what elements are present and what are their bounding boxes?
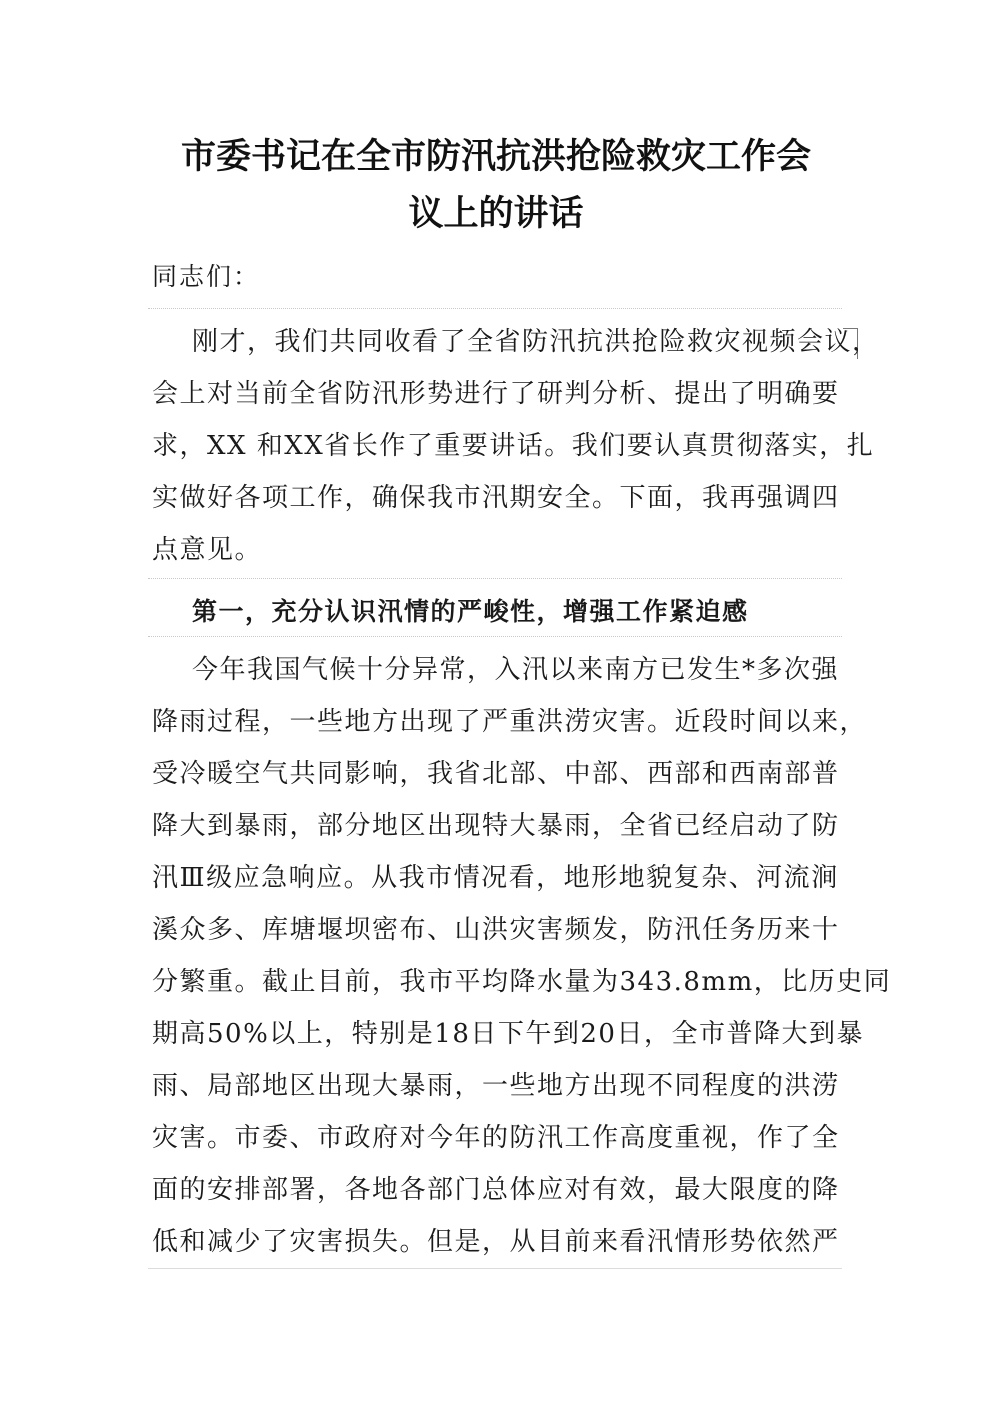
divider [148,636,842,637]
section-heading: 第一，充分认识汛情的严峻性，增强工作紧迫感 [192,597,749,626]
paragraph-line: 实做好各项工作，确保我市汛期安全。下面，我再强调四 [152,483,840,513]
paragraph-line: 今年我国气候十分异常，入汛以来南方已发生*多次强 [192,655,840,685]
paragraph-2 [152,644,892,1268]
paragraph-line: 汛Ⅲ级应急响应。从我市情况看，地形地貌复杂、河流涧 [152,863,839,893]
divider [148,578,842,579]
paragraph-1 [152,316,880,576]
paragraph-line: 降大到暴雨，部分地区出现特大暴雨，全省已经启动了防 [152,811,840,841]
paragraph-line: 雨、局部地区出现大暴雨，一些地方出现不同程度的洪涝 [152,1071,840,1101]
paragraph-line: 期高50%以上，特别是18日下午到20日，全市普降大到暴 [152,1019,864,1049]
paragraph-line: 溪众多、库塘堰坝密布、山洪灾害频发，防汛任务历来十 [152,915,840,945]
document-title [130,128,862,242]
paragraph-line: 面的安排部署，各地各部门总体应对有效，最大限度的降 [152,1175,840,1205]
title-line-2: 议上的讲话 [408,193,584,234]
paragraph-line: 灾害。市委、市政府对今年的防汛工作高度重视，作了全 [152,1123,840,1153]
paragraph-line: 受冷暖空气共同影响，我省北部、中部、西部和西南部普 [152,759,840,789]
paragraph-line: 会上对当前全省防汛形势进行了研判分析、提出了明确要 [152,379,840,409]
title-line-1: 市委书记在全市防汛抗洪抢险救灾工作会 [180,136,811,177]
paragraph-line: 刚才，我们共同收看了全省防汛抗洪抢险救灾视频会议， [192,327,880,357]
paragraph-line: 分繁重。截止目前，我市平均降水量为343.8mm，比历史同 [152,967,892,997]
paragraph-line: 降雨过程，一些地方出现了严重洪涝灾害。近段时间以来， [152,707,868,737]
paragraph-line: 低和减少了灾害损失。但是，从目前来看汛情形势依然严 [152,1227,840,1257]
paragraph-line: 点意见。 [152,535,263,565]
divider [148,308,842,309]
salutation: 同志们： [152,262,261,291]
paragraph-line: 求，XX 和XX省长作了重要讲话。我们要认真贯彻落实，扎 [152,431,875,461]
page-bottom-divider [148,1268,842,1269]
